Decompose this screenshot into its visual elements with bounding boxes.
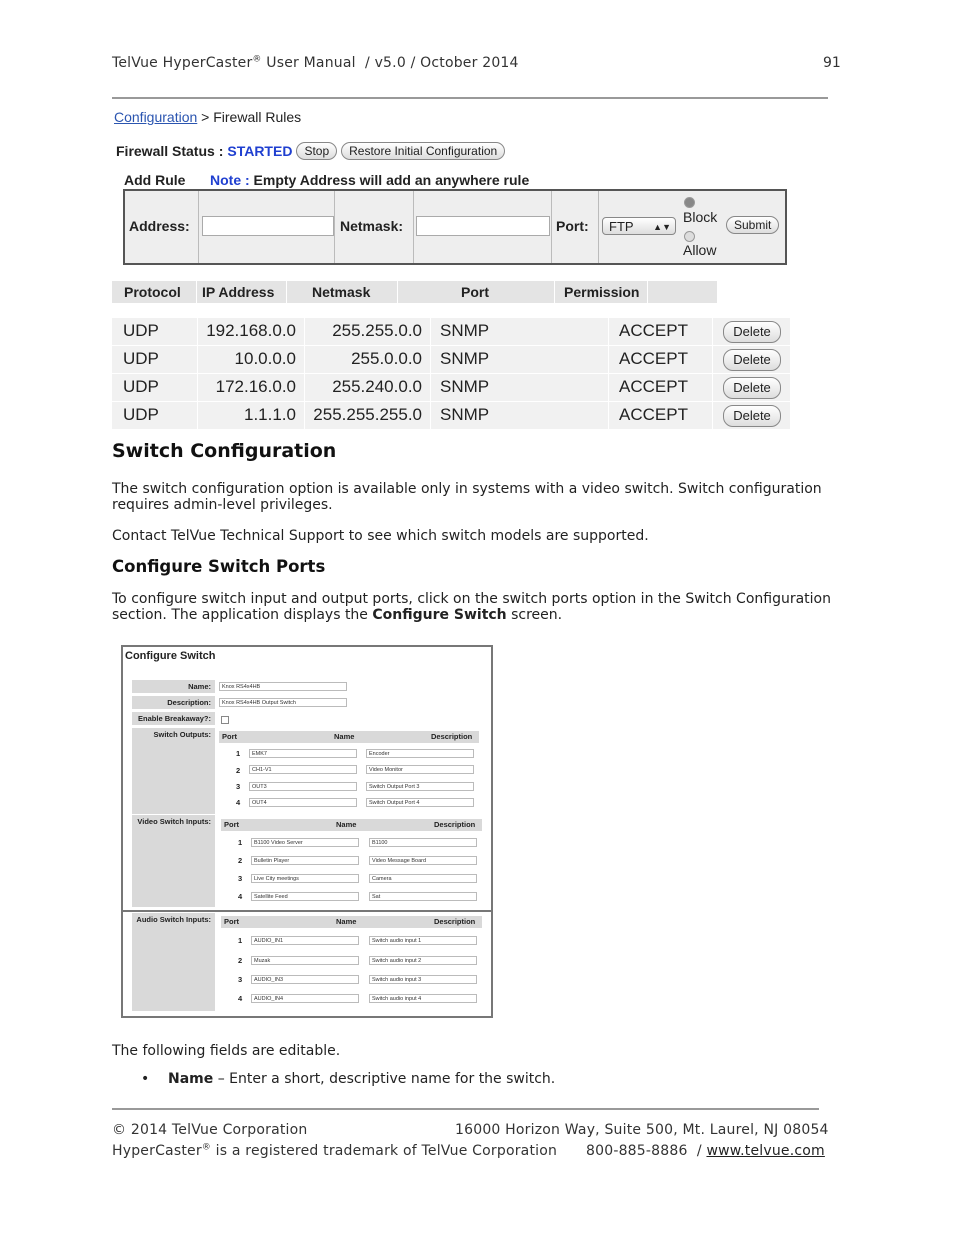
- output-desc-input[interactable]: Switch Output Port 4: [366, 798, 474, 807]
- breakaway-label: Enable Breakaway?:: [132, 712, 215, 725]
- paragraph: Contact TelVue Technical Support to see which switch models are supported.: [112, 528, 649, 544]
- bullet-marker: •: [141, 1071, 150, 1087]
- block-label: Block: [683, 209, 718, 225]
- audio-name-input[interactable]: AUDIO_IN4: [251, 994, 359, 1003]
- audio-desc-input[interactable]: Switch audio input 4: [369, 994, 477, 1003]
- footer-contact: 800-885-8886 / www.telvue.com: [586, 1143, 825, 1159]
- audio-desc-input[interactable]: Switch audio input 2: [369, 956, 477, 965]
- video-desc-input[interactable]: Sat: [369, 892, 477, 901]
- output-name-input[interactable]: CH1-V1: [249, 765, 357, 774]
- allow-label: Allow: [683, 242, 717, 258]
- paragraph: The switch configuration option is available only in systems with a video switch. Switch configuration requires admin-level privileges.: [112, 481, 822, 513]
- breadcrumb-configuration-link[interactable]: Configuration: [114, 109, 198, 125]
- add-rule-title: Add Rule: [124, 172, 186, 188]
- table-row: UDP 1.1.1.0 255.255.255.0 SNMP ACCEPT Delete: [112, 402, 790, 430]
- bullet-item: Name – Enter a short, descriptive name for the switch.: [168, 1071, 556, 1087]
- delete-button[interactable]: Delete: [723, 349, 781, 371]
- firewall-rules-screenshot: [112, 106, 792, 431]
- netmask-label: Netmask:: [340, 218, 404, 234]
- block-radio[interactable]: [684, 197, 695, 208]
- restore-initial-config-button[interactable]: Restore Initial Configuration: [341, 142, 505, 160]
- running-header: TelVue HyperCaster® User Manual / v5.0 / October 2014: [112, 54, 519, 71]
- output-name-input[interactable]: EMK7: [249, 749, 357, 758]
- output-desc-input[interactable]: Switch Output Port 3: [366, 782, 474, 791]
- select-arrows-icon: ▲▼: [653, 222, 671, 232]
- rules-table: [112, 318, 790, 430]
- audio-desc-input[interactable]: Switch audio input 1: [369, 936, 477, 945]
- subsection-heading: Configure Switch Ports: [112, 557, 326, 576]
- configure-switch-title: Configure Switch: [125, 650, 216, 662]
- rules-table-header: Protocol IP Address Netmask Port Permission: [112, 281, 717, 303]
- port-select[interactable]: FTP ▲▼: [602, 217, 676, 235]
- video-desc-input[interactable]: B1100: [369, 838, 477, 847]
- footer-address: 16000 Horizon Way, Suite 500, Mt. Laurel, NJ 08054: [455, 1122, 829, 1138]
- video-inputs-label: Video Switch Inputs:: [132, 815, 215, 907]
- footer-copyright: © 2014 TelVue Corporation: [112, 1122, 308, 1138]
- page-number: 91: [823, 55, 841, 71]
- stop-button[interactable]: Stop: [296, 142, 337, 160]
- audio-name-input[interactable]: AUDIO_IN3: [251, 975, 359, 984]
- breadcrumb: Configuration > Firewall Rules: [114, 109, 302, 125]
- configure-switch-screenshot: Configure Switch Name: Knox RS4x4HB Description: Knox RS4x4HB Output Switch Enable Breakaway?: Switch Outputs: Port Name Description 1 EMK7 Encoder 2 CH1-V1 Video Monitor 3 OUT3 Switch Output Port 3 4 OUT4 Switch Output Port 4 Video Switch Inputs: Port Name Description 1 B1100 Video Server B1100 2 Bulletin Player Video Message Board 3 Live City meetings Camera 4 Satellite Feed Sat Audio Switch Inputs: Port Name Description 1 AUDIO_IN1 Switch audio input 1 2 Muzak Switch audio input 2 3 AUDIO_IN3 Switch audio input 3 4 AUDIO_IN4 Switch audio input 4: [121, 645, 491, 1016]
- audio-name-input[interactable]: Muzak: [251, 956, 359, 965]
- address-label: Address:: [129, 218, 190, 234]
- output-name-input[interactable]: OUT4: [249, 798, 357, 807]
- footer-trademark: HyperCaster® is a registered trademark of TelVue Corporation: [112, 1142, 558, 1159]
- paragraph: The following fields are editable.: [112, 1043, 341, 1059]
- video-name-input[interactable]: Live City meetings: [251, 874, 359, 883]
- description-label: Description:: [132, 696, 215, 709]
- header-rule: [112, 97, 828, 99]
- table-row: UDP 10.0.0.0 255.0.0.0 SNMP ACCEPT Delete: [112, 346, 790, 374]
- video-name-input[interactable]: Satellite Feed: [251, 892, 359, 901]
- table-row: UDP 172.16.0.0 255.240.0.0 SNMP ACCEPT Delete: [112, 374, 790, 402]
- video-desc-input[interactable]: Video Message Board: [369, 856, 477, 865]
- firewall-status-value: STARTED: [227, 143, 293, 159]
- video-name-input[interactable]: Bulletin Player: [251, 856, 359, 865]
- port-label: Port:: [556, 218, 589, 234]
- paragraph: To configure switch input and output ports, click on the switch ports option in the Switch Configuration section. The application displays the Configure Switch screen.: [112, 591, 831, 623]
- audio-name-input[interactable]: AUDIO_IN1: [251, 936, 359, 945]
- add-rule-note: Note : Empty Address will add an anywhere rule: [210, 172, 530, 188]
- netmask-input[interactable]: [416, 216, 550, 236]
- output-name-input[interactable]: OUT3: [249, 782, 357, 791]
- video-desc-input[interactable]: Camera: [369, 874, 477, 883]
- output-desc-input[interactable]: Encoder: [366, 749, 474, 758]
- allow-radio[interactable]: [684, 231, 695, 242]
- footer-rule: [112, 1108, 819, 1110]
- address-input[interactable]: [202, 216, 334, 236]
- switch-outputs-label: Switch Outputs:: [132, 728, 215, 814]
- delete-button[interactable]: Delete: [723, 405, 781, 427]
- website-link[interactable]: www.telvue.com: [706, 1143, 825, 1159]
- add-rule-form: [123, 189, 787, 265]
- description-input[interactable]: Knox RS4x4HB Output Switch: [219, 698, 347, 707]
- delete-button[interactable]: Delete: [723, 377, 781, 399]
- name-input[interactable]: Knox RS4x4HB: [219, 682, 347, 691]
- audio-inputs-label: Audio Switch Inputs:: [132, 913, 215, 1011]
- table-row: UDP 192.168.0.0 255.255.0.0 SNMP ACCEPT Delete: [112, 318, 790, 346]
- firewall-status: Firewall Status : STARTED Stop Restore Initial Configuration: [116, 142, 505, 160]
- audio-desc-input[interactable]: Switch audio input 3: [369, 975, 477, 984]
- output-desc-input[interactable]: Video Monitor: [366, 765, 474, 774]
- submit-button[interactable]: Submit: [726, 216, 779, 234]
- delete-button[interactable]: Delete: [723, 321, 781, 343]
- video-name-input[interactable]: B1100 Video Server: [251, 838, 359, 847]
- section-heading: Switch Configuration: [112, 440, 337, 462]
- name-label: Name:: [132, 680, 215, 693]
- breakaway-checkbox[interactable]: [221, 716, 229, 724]
